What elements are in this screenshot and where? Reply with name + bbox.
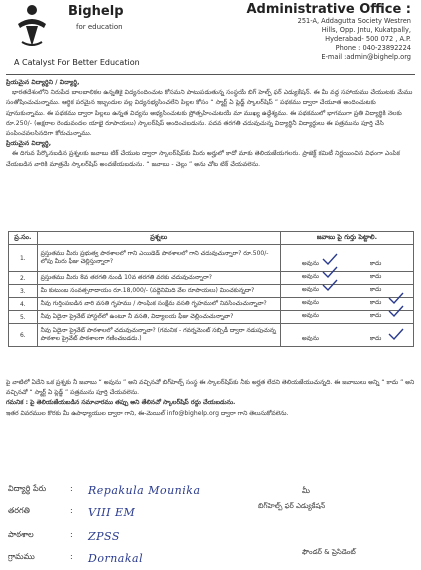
colon: : <box>70 552 73 561</box>
brand-subtitle: for education <box>76 23 123 31</box>
question-text: నీవు గుర్తింపబడిన వారి వసతి గృహము / సాంఘిక సంక్షేమ వసతి గృహములో నివసించుచున్నావా? <box>37 298 280 311</box>
signature-greeting: మీ <box>302 486 310 495</box>
school-value[interactable]: ZPSS <box>88 530 120 543</box>
closing-text <box>6 378 415 419</box>
question-number: 2. <box>9 272 38 285</box>
answer-cell[interactable] <box>280 324 413 347</box>
intro-paragraph: భారతదేశంలోని నిరుపేద బాలబాలికల ఉన్నతికై విద్యనందించుట కోసమని పాటుపడుతున్న సంస్థయే బిగ్ హెల్ప్ ఫర్ ఎడ్యుకేషన్. ఈ మీ వద్ద సహాయము చేయుటకు మేము సంతోషించుచున్నాము. ఆర్థిక పరమైన ఇబ్బందుల వల్ల విద్యనభ్యసించలేని పిల్లల కోసం “ స్మార్ట్ ఏ ప్లెడ్జ్ స్కాలర్‌షిప్ ” పథకము ద్వారా చేయూత అందించుటకు పూనుకున్నాము. ఈ పథకము ద్వారా పిల్లలు ఉన్నత విద్యను అభ్యసించుటకు ప్రోత్సహించుటయే మా ముఖ్య ఉద్దేశ్యము. ఈ పథకములో భాగముగా ప్రతి విద్యార్థికి నెలకు రూ.250/- (అక్షరాల రెండువందల యాభై రూపాయలు) స్కాలర్‌షిప్ అందించబడును. పదవ తరగతి చదువుచున్న విద్యార్థినీ విద్యార్థులు ఈ పత్రమును పూర్తి చేసి పంపించవలసినదిగా కోరుచున్నాము. <box>6 89 413 138</box>
checkmark-icon <box>388 292 404 304</box>
question-text: మీ కుటుంబ సంవత్సరాదాయం రూ.18,000/- (పద్దెనిమిది వేల రూపాయలు) మించకున్నదా? <box>37 285 280 298</box>
answer-yes-option[interactable]: అవును <box>301 286 319 293</box>
class-label: తరగతి <box>8 506 30 515</box>
question-number: 3. <box>9 285 38 298</box>
salutation: ప్రియమైన విద్యార్థి, <box>6 140 52 148</box>
eligibility-paragraph: పై వాటిలో ఏదేని ఒక ప్రశ్నకు నీ జవాబు “ అవును ” అని వచ్చినచో బిగ్‌హెల్ప్ సంస్థ ఈ స్కాలర్‌షిప్‌కు నీకు అర్హత లేదని తెలియజేయుచున్నది. ఈ జవాబులు అన్ని “ కాదు ” అని వచ్చినచో “ స్మార్ట్ ఏ ప్లెడ్జ్ ” పత్రమును పూర్తి చేయవలెను. <box>6 379 415 397</box>
signature-title: ఫౌండర్ & ప్రెసిడెంట్ <box>302 548 356 556</box>
col-header-number: ప్ర.సం. <box>9 232 38 245</box>
student-name-value[interactable]: Repakula Mounika <box>88 484 201 497</box>
col-header-answer: జవాబు పై గుర్తు పెట్టాలి. <box>280 232 413 245</box>
table-row <box>9 272 414 285</box>
answer-no-option[interactable]: కాదు <box>369 273 382 280</box>
answer-yes-option[interactable]: అవును <box>301 335 319 342</box>
colon: : <box>70 506 73 515</box>
answer-yes-option[interactable]: అవును <box>301 299 319 306</box>
note: గమనిక : పై తెలియజేయబడిన సమాచారము తప్పు అని తేలినచో స్కాలర్‌షిప్ రద్దు చేయబడును. <box>6 399 236 407</box>
checkmark-icon <box>322 279 338 291</box>
office-title: Administrative Office : <box>246 2 411 17</box>
question-text: ప్రస్తుతము మీరు ప్రభుత్వ పాఠశాలలో గాని ఎయిడెడ్ పాఠశాలలో గాని చదువుచున్నారా? రూ.500/- లోపు మీరు ఫీజు చెల్లిస్తున్నారా? <box>37 245 280 272</box>
answer-no-option[interactable]: కాదు <box>369 312 382 319</box>
question-number: 6. <box>9 324 38 347</box>
table-row <box>9 298 414 311</box>
office-line: Hyderabad- 500 072 , A.P. <box>325 35 411 43</box>
contact-paragraph: ఇతర వివరముల కొరకు మీ ఉపాధ్యాయుల ద్వారా గాని, ఈ-మెయిల్ info@bighelp.org ద్వారా గాని తెలుసుకోవలెను. <box>6 409 289 417</box>
checkmark-icon <box>322 253 338 265</box>
signature-org: బిగ్‌హెల్ప్ ఫర్ ఎడ్యుకేషన్ <box>258 502 326 510</box>
question-text: నీవు ఏదైనా ప్రైవేట్ హాస్టల్‌లో ఉంటూ నీ వసతి, విద్యాలయ ఫీజు చెల్లించుచున్నావా? <box>37 311 280 324</box>
table-row <box>9 285 414 298</box>
answer-yes-option[interactable]: అవును <box>301 312 319 319</box>
question-number: 4. <box>9 298 38 311</box>
office-line: 251-A, Addagutta Society Westren <box>297 17 411 25</box>
question-number: 5. <box>9 311 38 324</box>
instructions-paragraph: ఈ దిగువ పేర్కొనబడిన ప్రశ్నలకు జవాబు టిక్ చేయుట ద్వారా స్కాలర్‌షిప్‌కు మీరు అర్హులో కాదో మాకు తెలియజేయగలరు. ప్రాజెక్ట్ కమిటీ నిర్ణయించిన విధంగా ఎంపిక చేయబడిన వారికి మాత్రమే స్కాలర్‌షిప్ అందజేయబడును. “ జవాబు - చెల్లు ” అను చోట టిక్ చేయవలెను. <box>6 150 401 168</box>
student-name-label: విద్యార్థి పేరు <box>8 484 47 493</box>
answer-no-option[interactable]: కాదు <box>369 335 382 342</box>
salutation: ప్రియమైన విద్యార్థిని / విద్యార్థి, <box>6 79 80 86</box>
answer-yes-option[interactable]: అవును <box>301 260 319 267</box>
col-header-question: ప్రశ్నలు <box>37 232 280 245</box>
village-value[interactable]: Dornakal <box>88 552 144 565</box>
logo-block <box>6 2 226 72</box>
letter-body <box>6 78 415 170</box>
answer-cell[interactable] <box>280 311 413 324</box>
bighelp-logo-icon <box>10 2 54 50</box>
village-label: గ్రామము <box>8 552 35 561</box>
colon: : <box>70 530 73 539</box>
question-number: 1. <box>9 245 38 272</box>
checkmark-icon <box>388 328 404 340</box>
checkmark-icon <box>388 305 404 317</box>
table-row <box>9 245 414 272</box>
checkmark-icon <box>322 266 338 278</box>
tagline: A Catalyst For Better Education <box>14 58 140 67</box>
school-label: పాఠశాల <box>8 530 34 539</box>
header-divider <box>6 74 415 75</box>
eligibility-table <box>8 231 414 347</box>
answer-no-option[interactable]: కాదు <box>369 286 382 293</box>
office-phone: Phone : 040-23892224 <box>335 44 411 52</box>
answer-yes-option[interactable]: అవును <box>301 273 319 280</box>
table-header-row <box>9 232 414 245</box>
table-row <box>9 324 414 347</box>
question-text: ప్రస్తుతము మీరు 8వ తరగతి నుండి 10వ తరగతి వరకు చదువుచున్నారా? <box>37 272 280 285</box>
answer-no-option[interactable]: కాదు <box>369 299 382 306</box>
answer-no-option[interactable]: కాదు <box>369 260 382 267</box>
question-text: నీవు ఏదైనా ప్రైవేట్ పాఠశాలలో చదువుచున్నావా? (గమనిక - గవర్నమెంట్ సబ్సిడీ ద్వారా నడుపుచున్న పాఠశాల ప్రైవేట్ పాఠశాలగా గణించబడదు.) <box>37 324 280 347</box>
office-address <box>226 2 411 62</box>
answer-cell[interactable] <box>280 272 413 285</box>
office-email: E-mail :admin@bighelp.org <box>321 53 411 61</box>
class-value[interactable]: VIII EM <box>88 506 136 519</box>
brand-name: Bighelp <box>68 4 124 19</box>
answer-cell[interactable] <box>280 245 413 272</box>
table-row <box>9 311 414 324</box>
office-line: Hills, Opp. Jntu, Kukatpally, <box>321 26 411 34</box>
colon: : <box>70 484 73 493</box>
